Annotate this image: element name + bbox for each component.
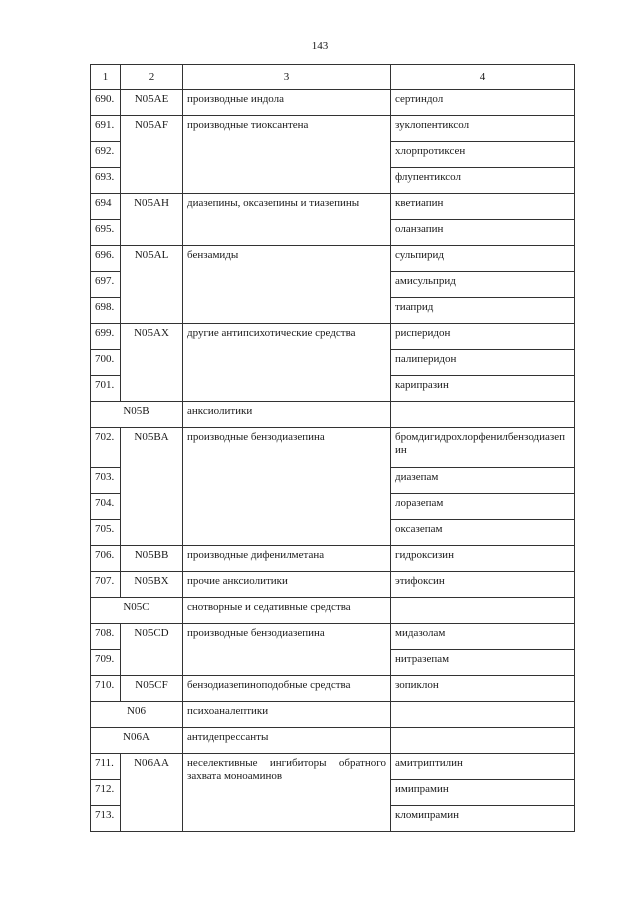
- header-col-1: 1: [91, 65, 121, 90]
- table-row: [91, 90, 575, 116]
- atc-code: N05AX: [121, 324, 183, 402]
- drug-name: амитриптилин: [391, 754, 575, 780]
- atc-code: N05AF: [121, 116, 183, 194]
- header-col-2: 2: [121, 65, 183, 90]
- drug-name-empty: [391, 728, 575, 754]
- atc-code: N06AA: [121, 754, 183, 832]
- drug-name: зопиклон: [391, 676, 575, 702]
- group-description: производные дифенилметана: [183, 546, 391, 572]
- group-description: диазепины, оксазепины и тиазепины: [183, 194, 391, 246]
- drug-name: палиперидон: [391, 350, 575, 376]
- drug-name: диазепам: [391, 468, 575, 494]
- drug-name: мидазолам: [391, 624, 575, 650]
- drug-name: сертиндол: [391, 90, 575, 116]
- row-number: 704.: [91, 494, 121, 520]
- group-row: [91, 598, 575, 624]
- drug-name: лоразепам: [391, 494, 575, 520]
- group-description: прочие анксиолитики: [183, 572, 391, 598]
- atc-group-code: N06A: [91, 728, 183, 754]
- group-description: производные бензодиазепина: [183, 428, 391, 546]
- row-number: 711.: [91, 754, 121, 780]
- row-number: 692.: [91, 142, 121, 168]
- drug-name: тиаприд: [391, 298, 575, 324]
- row-number: 702.: [91, 428, 121, 468]
- drug-name: карипразин: [391, 376, 575, 402]
- drug-name: зуклопентиксол: [391, 116, 575, 142]
- atc-code: N05BA: [121, 428, 183, 546]
- atc-group-code: N06: [91, 702, 183, 728]
- row-number: 705.: [91, 520, 121, 546]
- row-number: 690.: [91, 90, 121, 116]
- drug-name: этифоксин: [391, 572, 575, 598]
- table-row: [91, 676, 575, 702]
- row-number: 691.: [91, 116, 121, 142]
- atc-group-code: N05C: [91, 598, 183, 624]
- group-description: анксиолитики: [183, 402, 391, 428]
- row-number: 698.: [91, 298, 121, 324]
- drug-name-empty: [391, 402, 575, 428]
- group-description: производные бензодиазепина: [183, 624, 391, 676]
- table-row: [91, 324, 575, 350]
- row-number: 707.: [91, 572, 121, 598]
- header-row: [91, 65, 575, 90]
- row-number: 703.: [91, 468, 121, 494]
- drug-name: оланзапин: [391, 220, 575, 246]
- group-description: неселективные ингибиторы обратного захвата моноаминов: [183, 754, 391, 832]
- row-number: 696.: [91, 246, 121, 272]
- row-number: 701.: [91, 376, 121, 402]
- group-description: бензамиды: [183, 246, 391, 324]
- header-col-4: 4: [391, 65, 575, 90]
- drug-name: кветиапин: [391, 194, 575, 220]
- drug-name: амисульприд: [391, 272, 575, 298]
- atc-code: N05BB: [121, 546, 183, 572]
- table-row: [91, 116, 575, 142]
- row-number: 713.: [91, 806, 121, 832]
- drug-name: имипрамин: [391, 780, 575, 806]
- atc-code: N05AL: [121, 246, 183, 324]
- drug-name: рисперидон: [391, 324, 575, 350]
- group-row: [91, 702, 575, 728]
- table-row: [91, 572, 575, 598]
- table-row: [91, 194, 575, 220]
- group-description: психоаналептики: [183, 702, 391, 728]
- atc-group-code: N05B: [91, 402, 183, 428]
- page-number: 143: [311, 40, 329, 52]
- group-description: снотворные и седативные средства: [183, 598, 391, 624]
- table-row: [91, 246, 575, 272]
- drug-name: хлорпротиксен: [391, 142, 575, 168]
- drug-name: кломипрамин: [391, 806, 575, 832]
- drug-classification-table: [90, 64, 575, 832]
- group-row: [91, 728, 575, 754]
- table-row: [91, 546, 575, 572]
- drug-name-empty: [391, 702, 575, 728]
- row-number: 694: [91, 194, 121, 220]
- group-description: производные индола: [183, 90, 391, 116]
- group-row: [91, 402, 575, 428]
- group-description: другие антипсихотические средства: [183, 324, 391, 402]
- drug-name-empty: [391, 598, 575, 624]
- atc-code: N05CD: [121, 624, 183, 676]
- row-number: 708.: [91, 624, 121, 650]
- row-number: 697.: [91, 272, 121, 298]
- group-description: производные тиоксантена: [183, 116, 391, 194]
- row-number: 710.: [91, 676, 121, 702]
- row-number: 693.: [91, 168, 121, 194]
- drug-name: нитразепам: [391, 650, 575, 676]
- drug-name: оксазепам: [391, 520, 575, 546]
- drug-name: сульпирид: [391, 246, 575, 272]
- drug-name: гидроксизин: [391, 546, 575, 572]
- row-number: 695.: [91, 220, 121, 246]
- table-row: [91, 428, 575, 468]
- group-description: антидепрессанты: [183, 728, 391, 754]
- drug-name: бромдигидрохлорфенилбензодиазепин: [391, 428, 575, 468]
- table-row: [91, 624, 575, 650]
- group-description: бензодиазепиноподобные средства: [183, 676, 391, 702]
- atc-code: N05AE: [121, 90, 183, 116]
- row-number: 700.: [91, 350, 121, 376]
- atc-code: N05AH: [121, 194, 183, 246]
- atc-code: N05CF: [121, 676, 183, 702]
- row-number: 699.: [91, 324, 121, 350]
- atc-code: N05BX: [121, 572, 183, 598]
- row-number: 709.: [91, 650, 121, 676]
- table-row: [91, 754, 575, 780]
- header-col-3: 3: [183, 65, 391, 90]
- row-number: 712.: [91, 780, 121, 806]
- drug-name: флупентиксол: [391, 168, 575, 194]
- row-number: 706.: [91, 546, 121, 572]
